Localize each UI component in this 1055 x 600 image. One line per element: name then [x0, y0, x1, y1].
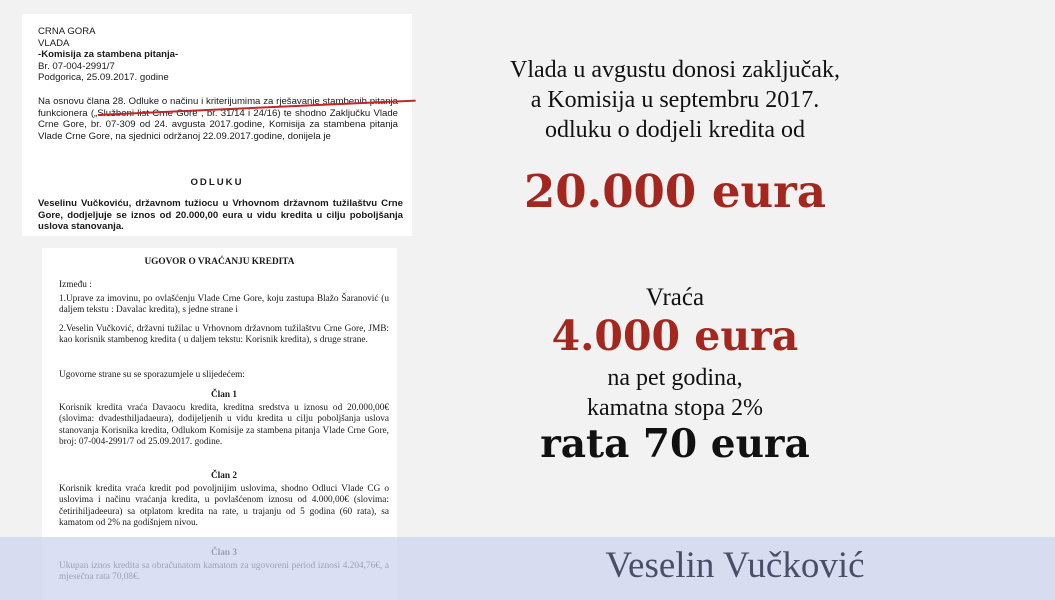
lead-line: odluku o dodjeli kredita od [545, 117, 805, 143]
loan-amount: 20.000 eura [523, 165, 827, 218]
decision-text: Veselinu Vučkoviću, državnom tužiocu u Vrhovnom državnom tužilaštvu Crne Gore, dodjeljuje se iznos od 20.000,00 eura u vidu kredita u cilju poboljšanja uslova stanovanja. [38, 198, 403, 233]
contract-title: UGOVOR O VRAĆANJU KREDITA [144, 257, 295, 267]
header-line: Br. 07-004-2991/7 [38, 60, 115, 72]
clause-1-title: Član 1 [210, 390, 238, 400]
contract-between: Između : [59, 280, 92, 290]
contract-party-2: 2.Veselin Vučković, državni tužilac u Vrhovnom državnom tužilaštvu Crne Gore, JMB: kao korisnik stambenog kredita ( u daljem tekstu: Korisnik kredita), s druge strane. [59, 324, 389, 346]
repays-label: Vraća [645, 284, 705, 311]
monthly-installment: rata 70 eura [540, 421, 810, 467]
decision-document-scan [22, 14, 412, 236]
interest-rate: kamatna stopa 2% [587, 395, 763, 421]
contract-party-1: 1.Uprave za imovinu, po ovlašćenju Vlade Crne Gore, koju zastupa Blažo Šaranović (u daljem tekstu : Davalac kredita), s jedne strane i [59, 294, 389, 316]
header-line: VLADA [38, 37, 70, 49]
decision-paragraph: Na osnovu člana 28. Odluke o načinu i kriterijumima za rješavanje stambenih pitanja funkcionera („Službeni list Crne Gore", br. 31/14 i 24/16) te shodno Zaključku Vlade Crne Gore, br. 07-309 od 24. avgusta 2017.godine, Komisija za stambena pitanja Vlade Crne Gore, na sjednici održanoj 22.09.2017.godine, donijela je [38, 96, 398, 142]
lead-line: a Komisija u septembru 2017. [530, 87, 820, 113]
clause-1-text: Korisnik kredita vraća Davaocu kredita, kreditna sredstva u iznosu od 20.000,00€ (slovima: dvadesthiljadaeura), dodijeljenih u vidu kredita u cilju poboljšanja uslova stanovanja Korisnika kredita, Odlukom Komisije za stambena pitanja Vlade Crne Gore, broj: 07-004-2991/7 od 25.09.2017. godine. [59, 403, 389, 448]
term-years: na pet godina, [607, 365, 743, 391]
header-line: CRNA GORA [38, 26, 96, 37]
lead-text [460, 55, 890, 145]
person-name: Veselin Vučković [605, 545, 865, 586]
header-line: Podgorica, 25.09.2017. godine [38, 72, 169, 84]
decision-header [38, 26, 178, 84]
contract-agreed: Ugovorne strane su se sporazumjele u slijedećem: [59, 370, 245, 380]
repay-amount: 4.000 eura [551, 312, 799, 360]
lead-line: Vlada u avgustu donosi zaključak, [510, 57, 840, 83]
header-line: -Komisija za stambena pitanja- [38, 49, 179, 61]
clause-2-title: Član 2 [210, 471, 238, 481]
decision-title: ODLUKU [190, 177, 244, 188]
clause-2-text: Korisnik kredita vraća kredit pod povoljnijim uslovima, shodno Odluci Vlade CG o uslovima i načinu vraćanja kredita, u povlašćenom iznosu od 4.000,00€ (slovima: četirihiljadeeura) sa otplatom kredita na rate, u trajanju od 5 godina (60 rata), sa kamatom od 2% na godišnjem nivou. [59, 484, 389, 529]
